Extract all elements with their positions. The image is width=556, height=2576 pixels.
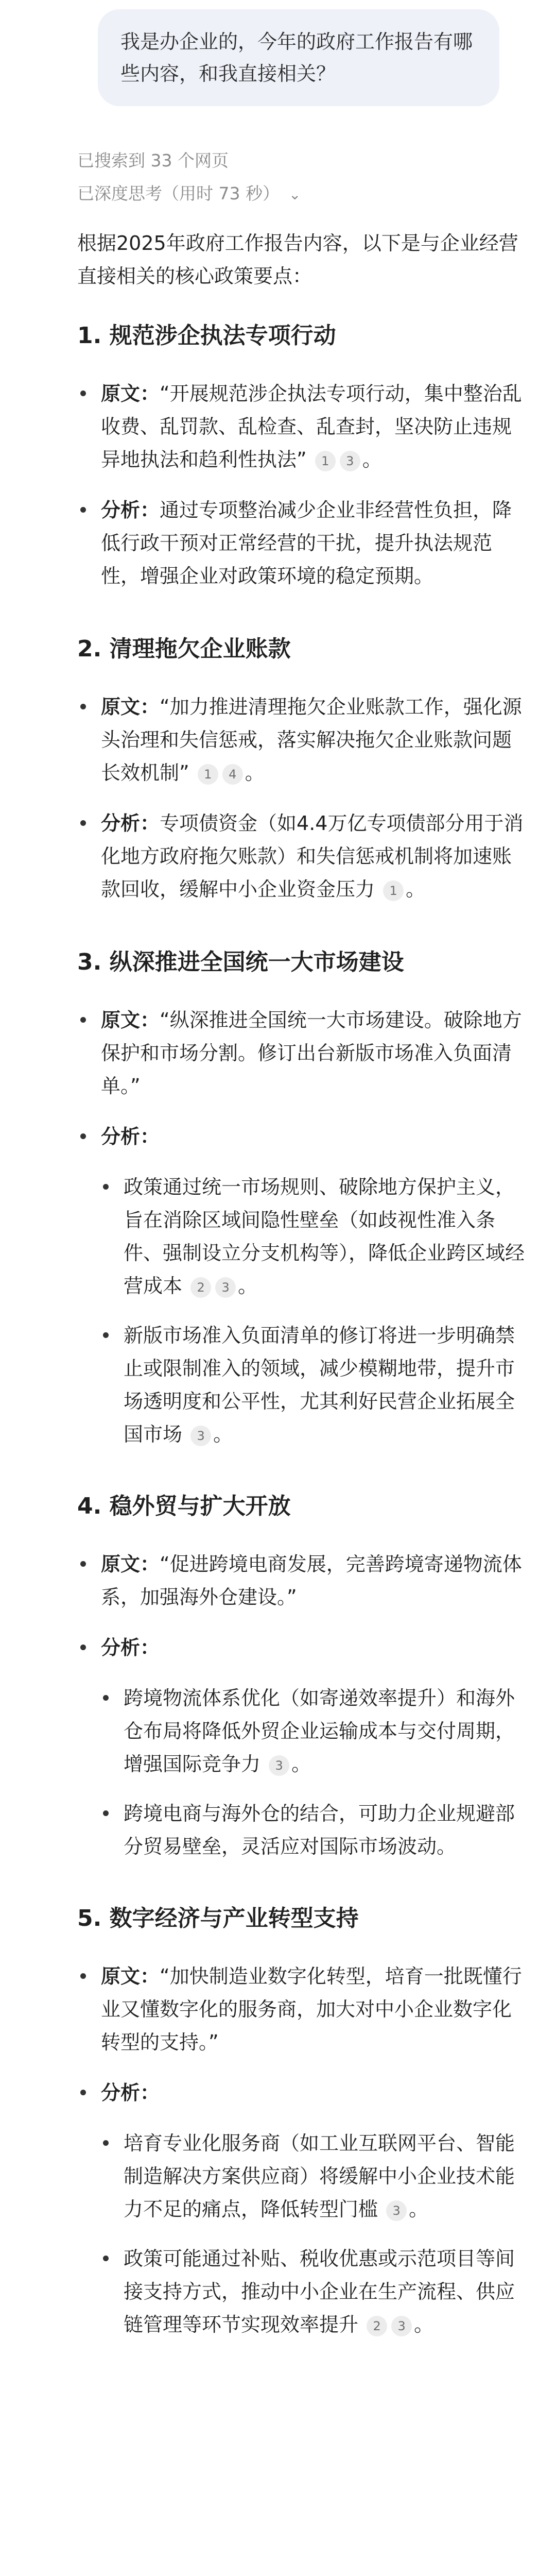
citation-badge[interactable]: 2 [190, 1277, 211, 1298]
punctuation: 。 [291, 1753, 311, 1775]
search-status-text: 已搜索到 33 个网页 [77, 150, 229, 171]
section-title: 2. 清理拖欠企业账款 [77, 636, 291, 662]
analysis-item [77, 494, 530, 592]
source-text: “促进跨境电商发展，完善跨境寄递物流体系，加强海外仓建设。” [101, 1553, 522, 1608]
chevron-down-icon[interactable]: ⌄ [288, 185, 301, 203]
section-title: 3. 纵深推进全国统一大市场建设 [77, 949, 404, 975]
analysis-point [101, 2127, 530, 2226]
citation-badge[interactable]: 3 [391, 2316, 412, 2336]
source-item [77, 1960, 530, 2059]
section-title: 5. 数字经济与产业转型支持 [77, 1905, 359, 1931]
analysis-item [77, 2076, 530, 2109]
user-message-text: 我是办企业的，今年的政府工作报告有哪些内容，和我直接相关？ [120, 30, 473, 85]
punctuation: 。 [238, 1275, 258, 1297]
analysis-point [101, 1171, 530, 1302]
punctuation: 。 [406, 878, 426, 901]
analysis-label: 分析： [101, 1125, 160, 1148]
citation-badge[interactable]: 1 [383, 880, 404, 901]
source-label: 原文： [101, 696, 160, 718]
analysis-label: 分析： [101, 2081, 160, 2104]
analysis-text: 通过专项整治减少企业非经营性负担，降低行政干预对正常经营的干扰，提升执法规范性，增强企业对政策环境的稳定预期。 [101, 499, 512, 587]
analysis-point-text: 跨境电商与海外仓的结合，可助力企业规避部分贸易壁垒，灵活应对国际市场波动。 [124, 1802, 515, 1858]
analysis-label: 分析： [101, 812, 160, 835]
source-text: “纵深推进全国统一大市场建设。破除地方保护和市场分割。修订出台新版市场准入负面清单。” [101, 1009, 522, 1097]
punctuation: 。 [213, 1423, 233, 1446]
source-text: “加快制造业数字化转型，培育一批既懂行业又懂数字化的服务商，加大对中小企业数字化转型的支持。” [101, 1965, 522, 2054]
source-text: “加力推进清理拖欠企业账款工作，强化源头治理和失信惩戒，落实解决拖欠企业账款问题长效机制” [101, 696, 522, 784]
analysis-point-text: 跨境物流体系优化（如寄递效率提升）和海外仓布局将降低外贸企业运输成本与交付周期，增强国际竞争力 [124, 1687, 515, 1775]
punctuation: 。 [409, 2198, 429, 2221]
analysis-point-text: 政策通过统一市场规则、破除地方保护主义，旨在消除区域间隐性壁垒（如歧视性准入条件、强制设立分支机构等），降低企业跨区域经营成本 [124, 1176, 525, 1297]
analysis-point-text: 政策可能通过补贴、税收优惠或示范项目等间接支持方式，推动中小企业在生产流程、供应链管理等环节实现效率提升 [124, 2247, 515, 2336]
source-item [77, 1004, 530, 1103]
source-item [77, 377, 530, 476]
analysis-label: 分析： [101, 499, 160, 521]
source-label: 原文： [101, 382, 160, 405]
analysis-item [77, 1120, 530, 1153]
analysis-point [101, 2242, 530, 2341]
analysis-point [101, 1797, 530, 1863]
analysis-text: 专项债资金（如4.4万亿专项债部分用于消化地方政府拖欠账款）和失信惩戒机制将加速账款回收，缓解中小企业资金压力 [101, 812, 524, 901]
punctuation: 。 [414, 2313, 434, 2336]
analysis-item [77, 807, 530, 906]
section-title: 4. 稳外贸与扩大开放 [77, 1493, 291, 1519]
source-item [77, 690, 530, 789]
analysis-item [77, 1631, 530, 1664]
analysis-point-text: 新版市场准入负面清单的修订将进一步明确禁止或限制准入的领域，减少模糊地带，提升市场透明度和公平性，尤其利好民营企业拓展全国市场 [124, 1324, 515, 1446]
citation-badge[interactable]: 3 [386, 2200, 407, 2221]
source-text: “开展规范涉企执法专项行动，集中整治乱收费、乱罚款、乱检查、乱查封，坚决防止违规异地执法和趋利性执法” [101, 382, 522, 471]
analysis-point [101, 1682, 530, 1781]
answer-content [77, 227, 530, 2358]
citation-badge[interactable]: 1 [315, 451, 336, 471]
think-status[interactable] [77, 183, 301, 205]
source-label: 原文： [101, 1553, 160, 1575]
analysis-label: 分析： [101, 1636, 160, 1659]
source-item [77, 1548, 530, 1614]
citation-badge[interactable]: 2 [367, 2316, 387, 2336]
answer-intro: 根据2025年政府工作报告内容，以下是与企业经营直接相关的核心政策要点： [77, 232, 518, 287]
citation-badge[interactable]: 1 [198, 764, 218, 785]
source-label: 原文： [101, 1009, 160, 1031]
think-status-text: 已深度思考（用时 73 秒） [77, 183, 280, 204]
source-label: 原文： [101, 1965, 160, 1988]
citation-badge[interactable]: 3 [340, 451, 360, 471]
search-status[interactable] [77, 150, 229, 171]
punctuation: 。 [362, 448, 382, 471]
citation-badge[interactable]: 3 [269, 1755, 289, 1776]
punctuation: 。 [245, 761, 265, 784]
user-message-bubble [98, 9, 499, 106]
section-title: 1. 规范涉企执法专项行动 [77, 323, 336, 349]
citation-badge[interactable]: 3 [215, 1277, 236, 1298]
citation-badge[interactable]: 4 [222, 764, 243, 785]
citation-badge[interactable]: 3 [190, 1426, 211, 1446]
analysis-point-text: 培育专业化服务商（如工业互联网平台、智能制造解决方案供应商）将缓解中小企业技术能力不足的痛点，降低转型门槛 [124, 2132, 515, 2221]
analysis-point [101, 1319, 530, 1451]
